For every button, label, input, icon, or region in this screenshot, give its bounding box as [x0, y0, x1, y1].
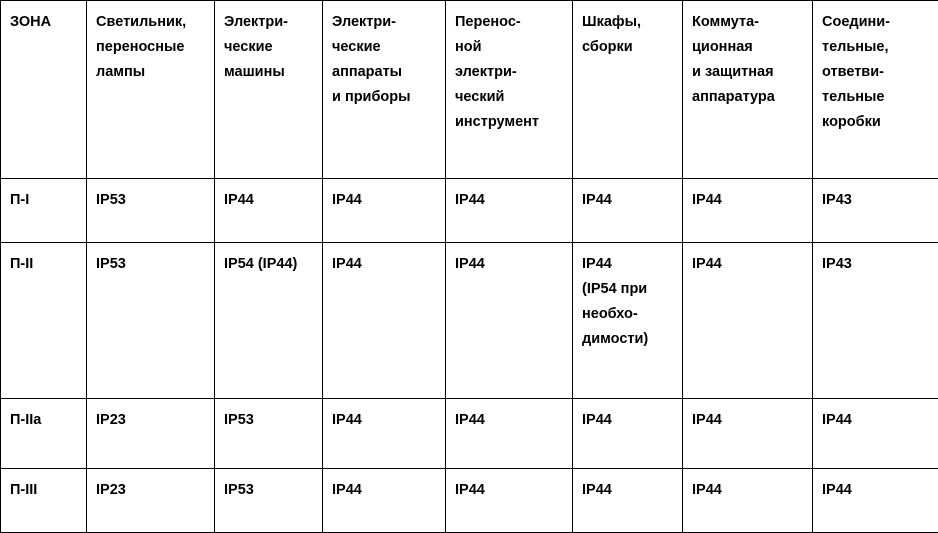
table-cell: [573, 243, 683, 399]
table-cell: [323, 469, 446, 533]
cell-line: IP44: [455, 478, 564, 503]
table-cell: [87, 399, 215, 469]
column-header-portable-tool: [446, 1, 573, 179]
cell-line: IP44: [692, 478, 804, 503]
table-cell: [813, 399, 938, 469]
cell-line: IP54 (IP44): [224, 252, 314, 277]
cell-line: IP44: [692, 408, 804, 433]
cell-line: IP44: [822, 478, 930, 503]
column-header-electric-apparatus: [323, 1, 446, 179]
table-cell: [215, 399, 323, 469]
cell-line: IP44: [582, 252, 674, 277]
cell-line: IP23: [96, 408, 206, 433]
header-line: лампы: [96, 60, 206, 85]
table-row: [1, 243, 938, 399]
header-line: Перенос-: [455, 10, 564, 35]
cell-line: IP53: [96, 252, 206, 277]
table-cell: [87, 179, 215, 243]
cell-line: П-IIа: [10, 408, 78, 433]
cell-line: IP53: [224, 478, 314, 503]
cell-line: П-II: [10, 252, 78, 277]
table-cell: [683, 469, 813, 533]
row-label-cell: [1, 399, 87, 469]
table-cell: [813, 243, 938, 399]
table-row: [1, 399, 938, 469]
cell-line: IP44: [692, 188, 804, 213]
cell-line: IP44: [224, 188, 314, 213]
cell-line: (IP54 при: [582, 277, 674, 302]
row-label-cell: [1, 469, 87, 533]
header-line: Электри-: [332, 10, 437, 35]
header-line: Соедини-: [822, 10, 930, 35]
cell-line: IP43: [822, 188, 930, 213]
table-cell: [87, 469, 215, 533]
column-header-luminaires: [87, 1, 215, 179]
header-line: тельные,: [822, 35, 930, 60]
table-cell: [683, 399, 813, 469]
cell-line: IP44: [582, 408, 674, 433]
header-line: переносные: [96, 35, 206, 60]
header-line: ческий: [455, 85, 564, 110]
header-line: ЗОНА: [10, 10, 78, 35]
cell-line: димости): [582, 327, 674, 352]
header-line: электри-: [455, 60, 564, 85]
table-cell: [323, 243, 446, 399]
header-line: сборки: [582, 35, 674, 60]
header-line: ответви-: [822, 60, 930, 85]
table-cell: [323, 399, 446, 469]
header-line: машины: [224, 60, 314, 85]
header-line: аппаратура: [692, 85, 804, 110]
row-label-cell: [1, 243, 87, 399]
cell-line: необхо-: [582, 302, 674, 327]
cell-line: IP53: [96, 188, 206, 213]
table-cell: [813, 469, 938, 533]
cell-line: IP44: [332, 252, 437, 277]
cell-line: IP44: [582, 478, 674, 503]
table-cell: [683, 179, 813, 243]
table-cell: [87, 243, 215, 399]
cell-line: IP23: [96, 478, 206, 503]
table-body: [1, 179, 938, 533]
table-cell: [446, 243, 573, 399]
cell-line: IP44: [582, 188, 674, 213]
header-line: ционная: [692, 35, 804, 60]
cell-line: IP43: [822, 252, 930, 277]
table-cell: [683, 243, 813, 399]
cell-line: IP44: [332, 408, 437, 433]
cell-line: П-I: [10, 188, 78, 213]
table-cell: [323, 179, 446, 243]
column-header-switching-protective: [683, 1, 813, 179]
table-cell: [573, 399, 683, 469]
table-cell: [446, 469, 573, 533]
header-line: Шкафы,: [582, 10, 674, 35]
header-line: тельные: [822, 85, 930, 110]
cell-line: IP44: [332, 188, 437, 213]
header-line: аппараты: [332, 60, 437, 85]
table-cell: [446, 179, 573, 243]
table-cell: [813, 179, 938, 243]
cell-line: П-III: [10, 478, 78, 503]
header-line: и защитная: [692, 60, 804, 85]
row-label-cell: [1, 179, 87, 243]
column-header-zone: [1, 1, 87, 179]
cell-line: IP44: [332, 478, 437, 503]
cell-line: IP44: [455, 408, 564, 433]
cell-line: IP44: [455, 188, 564, 213]
header-line: Коммута-: [692, 10, 804, 35]
header-line: ческие: [224, 35, 314, 60]
header-line: ческие: [332, 35, 437, 60]
column-header-electric-machines: [215, 1, 323, 179]
header-line: Электри-: [224, 10, 314, 35]
header-line: ной: [455, 35, 564, 60]
column-header-junction-boxes: [813, 1, 938, 179]
table-cell: [446, 399, 573, 469]
table-cell: [215, 179, 323, 243]
cell-line: IP44: [692, 252, 804, 277]
table-cell: [573, 469, 683, 533]
header-line: Светильник,: [96, 10, 206, 35]
cell-line: IP53: [224, 408, 314, 433]
header-row: [1, 1, 938, 179]
table-cell: [215, 469, 323, 533]
column-header-cabinets: [573, 1, 683, 179]
header-line: и приборы: [332, 85, 437, 110]
header-line: коробки: [822, 110, 930, 135]
table-cell: [215, 243, 323, 399]
table-row: [1, 179, 938, 243]
table-header: [1, 1, 938, 179]
table-row: [1, 469, 938, 533]
header-line: инструмент: [455, 110, 564, 135]
cell-line: IP44: [822, 408, 930, 433]
table-cell: [573, 179, 683, 243]
cell-line: IP44: [455, 252, 564, 277]
